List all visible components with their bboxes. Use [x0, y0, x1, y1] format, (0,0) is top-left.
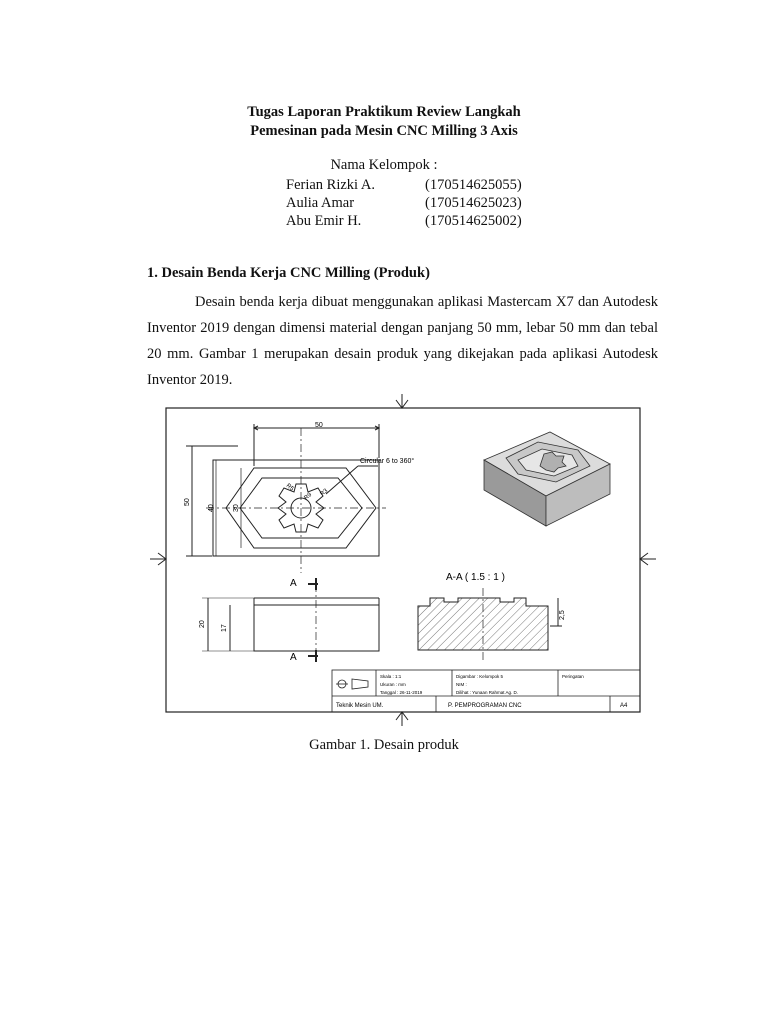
title-block-tanggal: Tanggal : 26-11-2019 [380, 690, 423, 695]
member-nim: (170514625055) [425, 177, 522, 193]
dim-30-label: 30 [233, 504, 240, 512]
dim-40-label: 40 [208, 504, 215, 512]
section-heading: 1. Desain Benda Kerja CNC Milling (Produk) [147, 265, 430, 281]
member-name: Abu Emir H. [286, 213, 362, 229]
document-title-line-1: Tugas Laporan Praktikum Review Langkah [247, 104, 521, 120]
technical-drawing [146, 388, 666, 728]
title-block-nim: NIM : [456, 682, 467, 687]
member-nim: (170514625023) [425, 195, 522, 211]
title-block-subject: P. PEMPROGRAMAN CNC [448, 703, 522, 709]
member-nim: (170514625002) [425, 213, 522, 229]
depth-dim-label: 2,5 [559, 610, 566, 620]
r9-label: R9 [303, 492, 314, 502]
dim-height-label: 50 [184, 498, 191, 506]
members-heading: Nama Kelompok : [330, 157, 438, 173]
title-block-digambar: Digambar : Kelompok 5 [456, 674, 504, 679]
side-dim-17: 17 [221, 624, 228, 632]
member-row [286, 213, 522, 230]
document-title-line-2: Pemesinan pada Mesin CNC Milling 3 Axis [250, 123, 518, 139]
dim-width-label: 50 [315, 422, 323, 429]
isometric-view [484, 432, 610, 526]
member-row [286, 195, 522, 212]
title-block-dilihat: Dilihat : Yunaan Rahmat Ag. D. [456, 690, 518, 695]
member-name: Aulia Amar [286, 195, 355, 211]
title-block-paper: A4 [620, 703, 628, 709]
section-view [418, 588, 562, 660]
section-mark-top: A [290, 578, 297, 589]
circular-note: Circular 6 to 360° [360, 458, 415, 465]
section-view-title: A-A ( 1.5 : 1 ) [446, 572, 505, 583]
side-dim-20: 20 [199, 620, 206, 628]
body-paragraph: Desain benda kerja dibuat menggunakan aplikasi Mastercam X7 dan Autodesk Inventor 2019 dengan dimensi material dengan panjang 50 mm, lebar 50 mm dan tebal 20 mm. Gambar 1 merupakan desain produk yang dikejakan pada aplikasi Autodesk Inventor 2019. [147, 294, 658, 388]
member-name: Ferian Rizki A. [286, 177, 376, 193]
title-block-skala: Skala : 1:1 [380, 674, 402, 679]
figure-caption: Gambar 1. Desain produk [309, 737, 459, 753]
r3-label: R3 [319, 488, 330, 498]
title-block-ukuran: Ukuran : mm [380, 682, 406, 687]
top-view [186, 424, 386, 573]
title-block-school: Teknik Mesin UM. [336, 703, 384, 709]
section-mark-bottom: A [290, 652, 297, 663]
member-row [286, 177, 522, 194]
title-block-peringatan: Peringatan [562, 674, 584, 679]
r5-label: R5 [284, 482, 295, 493]
